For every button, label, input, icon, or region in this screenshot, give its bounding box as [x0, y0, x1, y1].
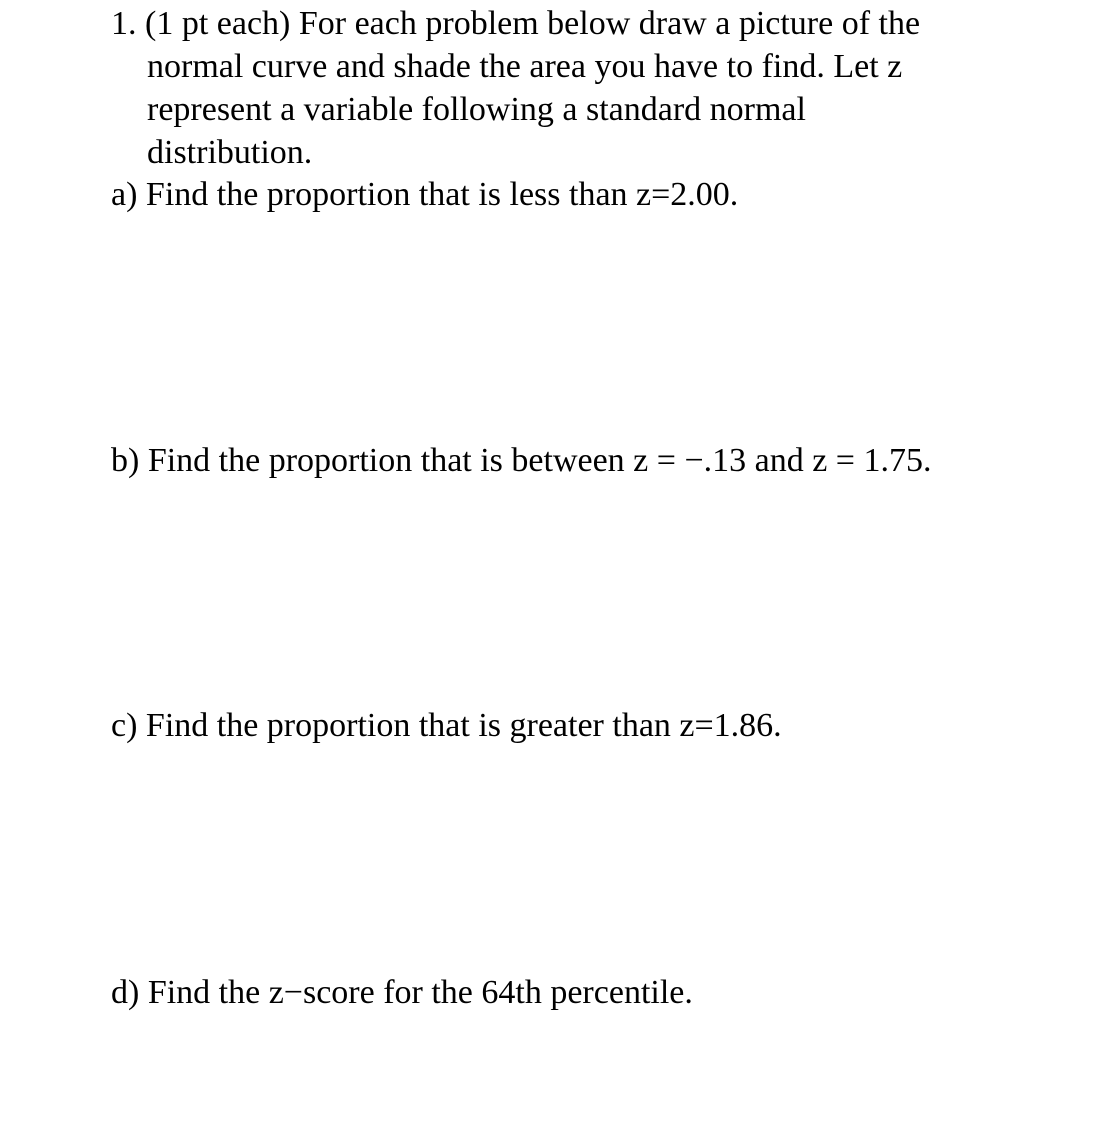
part-d-prompt: d) Find the z−score for the 64th percentile.	[111, 974, 693, 1011]
part-b-prompt: b) Find the proportion that is between z = −.13 and z = 1.75.	[111, 442, 932, 479]
part-c-prompt: c) Find the proportion that is greater than z=1.86.	[111, 707, 782, 744]
question-intro-line-2: normal curve and shade the area you have to find. Let z	[147, 48, 903, 85]
question-intro-line-4: distribution.	[147, 134, 313, 171]
question-intro-line-1: 1. (1 pt each) For each problem below draw a picture of the	[111, 5, 921, 42]
question-intro-line-3: represent a variable following a standard normal	[147, 91, 806, 128]
part-a-prompt: a) Find the proportion that is less than z=2.00.	[111, 176, 739, 213]
